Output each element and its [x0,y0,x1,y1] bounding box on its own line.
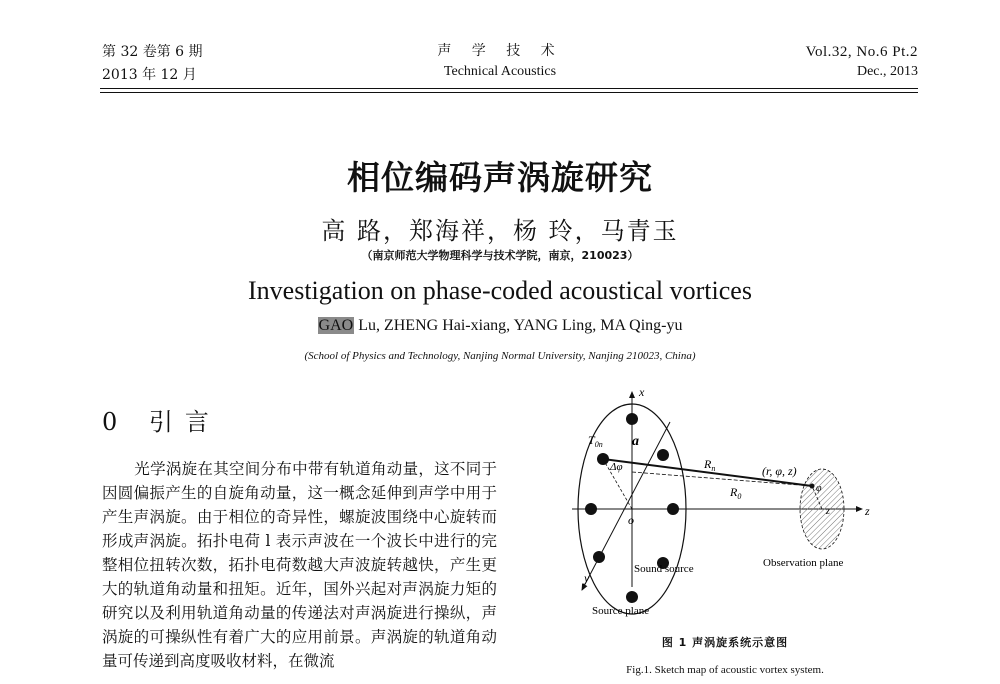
header-volume-cn: 第 32 卷第 6 期 [102,44,203,60]
header-volume-en: Vol.32, No.6 Pt.2 [805,44,918,60]
body-line: 涡旋的轨道角动量可传递到高度吸收材料，在微流 [102,628,497,670]
article-title-en: Investigation on phase-coded acoustical vortices [248,276,752,305]
header-date-cn: 2013 年 12 月 [102,67,197,83]
section-body [102,457,497,673]
body-line: 道角动量和扭矩。近年，国外兴起对声涡旋力矩的 [149,580,497,598]
body-line: 操纵，声涡旋的可操纵性有着广大的应用前景。声 [102,604,497,646]
header-rule-thin [100,92,918,93]
source-point [626,413,638,425]
label-y: y [584,571,590,585]
body-line: 光学涡旋在其空间分布中带有轨道角动量， [134,460,435,478]
label-delta-phi: Δφ [610,461,623,473]
header-journal-en: Technical Acoustics [443,64,557,79]
figure-caption-cn: 图 1 声涡旋系统示意图 [661,636,789,649]
source-point [626,591,638,603]
label-observation-plane: Observation plane [763,557,844,569]
authors-cn: 高 路，郑海祥，杨 玲，马青玉 [321,217,679,245]
section-heading: 0 引言 [102,408,221,436]
body-line: 荷 l 表示声波在一个波长中进行的完整相位扭转次 [102,532,497,574]
header-rule-thick [100,88,918,89]
source-point [657,449,669,461]
article-title-cn: 相位编码声涡旋研究 [347,158,653,197]
header-journal-cn: 声 学 技 术 [437,43,563,59]
source-point [593,551,605,563]
label-t0n: $T_{0n}$ [588,433,603,449]
author-highlight: GAO [318,317,354,334]
label-rn: $R_n$ [704,457,716,473]
label-r0: $R_0$ [730,485,742,501]
affiliation-en: (School of Physics and Technology, Nanjing Normal University, Nanjing 210023, China) [304,350,696,362]
source-point [667,503,679,515]
body-line: 数，拓扑电荷数越大声波旋转越快，产生更大的轨 [102,556,497,598]
label-phi: φ [816,483,822,494]
vortex-system-diagram [572,382,892,627]
label-z: z [865,504,870,518]
body-line: 研究以及利用轨道角动量的传递法对声涡旋进行 [102,604,435,622]
label-z-inner: z [826,506,830,517]
figure-caption-en: Fig.1. Sketch map of acoustic vortex system. [626,664,824,676]
authors-en-rest: Lu, ZHENG Hai-xiang, YANG Ling, MA Qing-yu [354,317,683,334]
label-x: x [639,385,645,399]
label-o: o [628,513,634,527]
affiliation-cn: （南京师范大学物理科学与技术学院，南京，210023） [361,249,639,262]
authors-en [0,317,1000,335]
header-date-en: Dec., 2013 [856,64,918,79]
label-a: a [632,434,639,449]
body-line: 这不同于因圆偏振产生的自旋角动量，这一概念 [102,460,497,502]
label-source-plane: Source plane [592,605,650,617]
body-line: 延伸到声学中用于产生声涡旋。由于相位的奇异 [102,484,497,526]
label-sound-source: Sound source [634,563,694,575]
source-point [585,503,597,515]
label-point-coords: (r, φ, z) [762,464,797,478]
body-line: 性，螺旋波围绕中心旋转而形成声涡旋。拓扑电 [102,508,497,550]
observation-point [810,484,815,489]
